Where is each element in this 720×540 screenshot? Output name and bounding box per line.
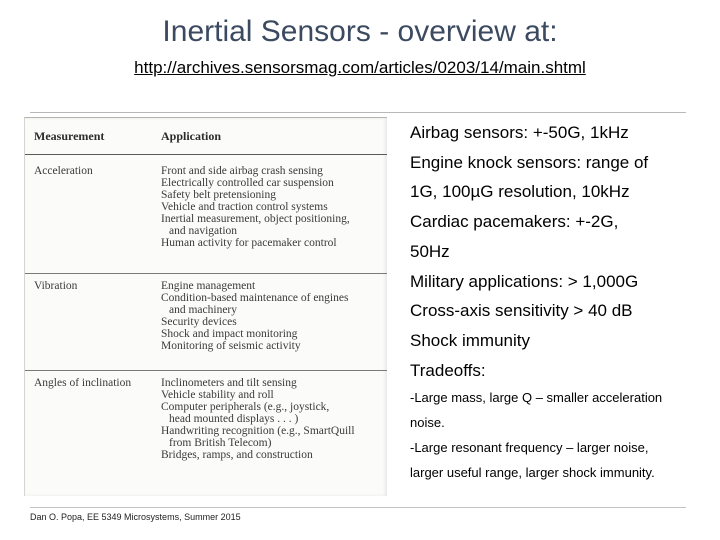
tradeoff-line: noise. [410,415,445,431]
table-cell: Engine management [161,280,256,292]
table-cell: Handwriting recognition (e.g., SmartQuill [161,425,355,437]
group-divider [25,370,387,371]
bullet-line: Military applications: > 1,000G [410,271,639,291]
bullet-line: 50Hz [410,241,450,261]
category-acceleration: Acceleration [34,165,93,177]
bullet-line: 1G, 100µG resolution, 10kHz [410,182,630,202]
table-cell: Monitoring of seismic activity [161,340,301,352]
table-cell: Condition-based maintenance of engines [161,292,349,304]
bullet-line: Cardiac pacemakers: +-2G, [410,212,619,232]
table-cell: Inertial measurement, object positioning, [161,213,350,225]
category-inclination: Angles of inclination [34,377,132,389]
bullet-line: Airbag sensors: +-50G, 1kHz [410,123,629,142]
tradeoff-line: -Large resonant frequency – larger noise, [410,440,649,456]
bullet-line: Shock immunity [410,330,530,350]
table-header [25,118,387,155]
table-cell: Shock and impact monitoring [161,328,298,340]
table-cell: Safety belt pretensioning [161,189,276,201]
bullet-line: Cross-axis sensitivity > 40 dB [410,301,633,321]
slide-title: Inertial Sensors - overview at: [162,15,558,48]
tradeoff-line: -Large mass, large Q – smaller acceleration [410,390,663,406]
applications-table [24,117,387,496]
spec-bullets [410,118,710,485]
group-divider [25,273,387,274]
table-cell: Electrically controlled car suspension [161,177,334,189]
bottom-divider [30,507,686,508]
table-cell: Front and side airbag crash sensing [161,165,323,177]
bullet-line: Engine knock sensors: range of [410,152,649,172]
table-cell: from British Telecom) [169,437,272,449]
category-vibration: Vibration [34,280,78,292]
header-application: Application [161,129,222,143]
table-cell: and navigation [169,225,238,237]
tradeoff-line: larger useful range, larger shock immunity. [410,465,655,481]
vibration-applications [161,280,348,352]
table-cell: Security devices [161,316,237,328]
table-cell: Bridges, ramps, and construction [161,449,313,461]
top-divider [30,112,686,113]
table-cell: and machinery [169,304,238,316]
table-cell: Human activity for pacemaker control [161,237,337,249]
bullet-line: Tradeoffs: [410,360,486,380]
table-cell: head mounted displays . . . ) [169,413,299,425]
slide-footer: Dan O. Popa, EE 5349 Microsystems, Summer 2015 [30,512,241,522]
table-cell: Inclinometers and tilt sensing [161,377,297,389]
table-cell: Vehicle stability and roll [161,389,274,401]
acceleration-applications [161,165,350,249]
inclination-applications [161,377,355,461]
table-cell: Computer peripherals (e.g., joystick, [161,401,330,413]
header-measurement: Measurement [34,129,105,143]
source-link[interactable]: http://archives.sensorsmag.com/articles/0203/14/main.shtml [134,58,586,77]
table-cell: Vehicle and traction control systems [161,201,328,213]
